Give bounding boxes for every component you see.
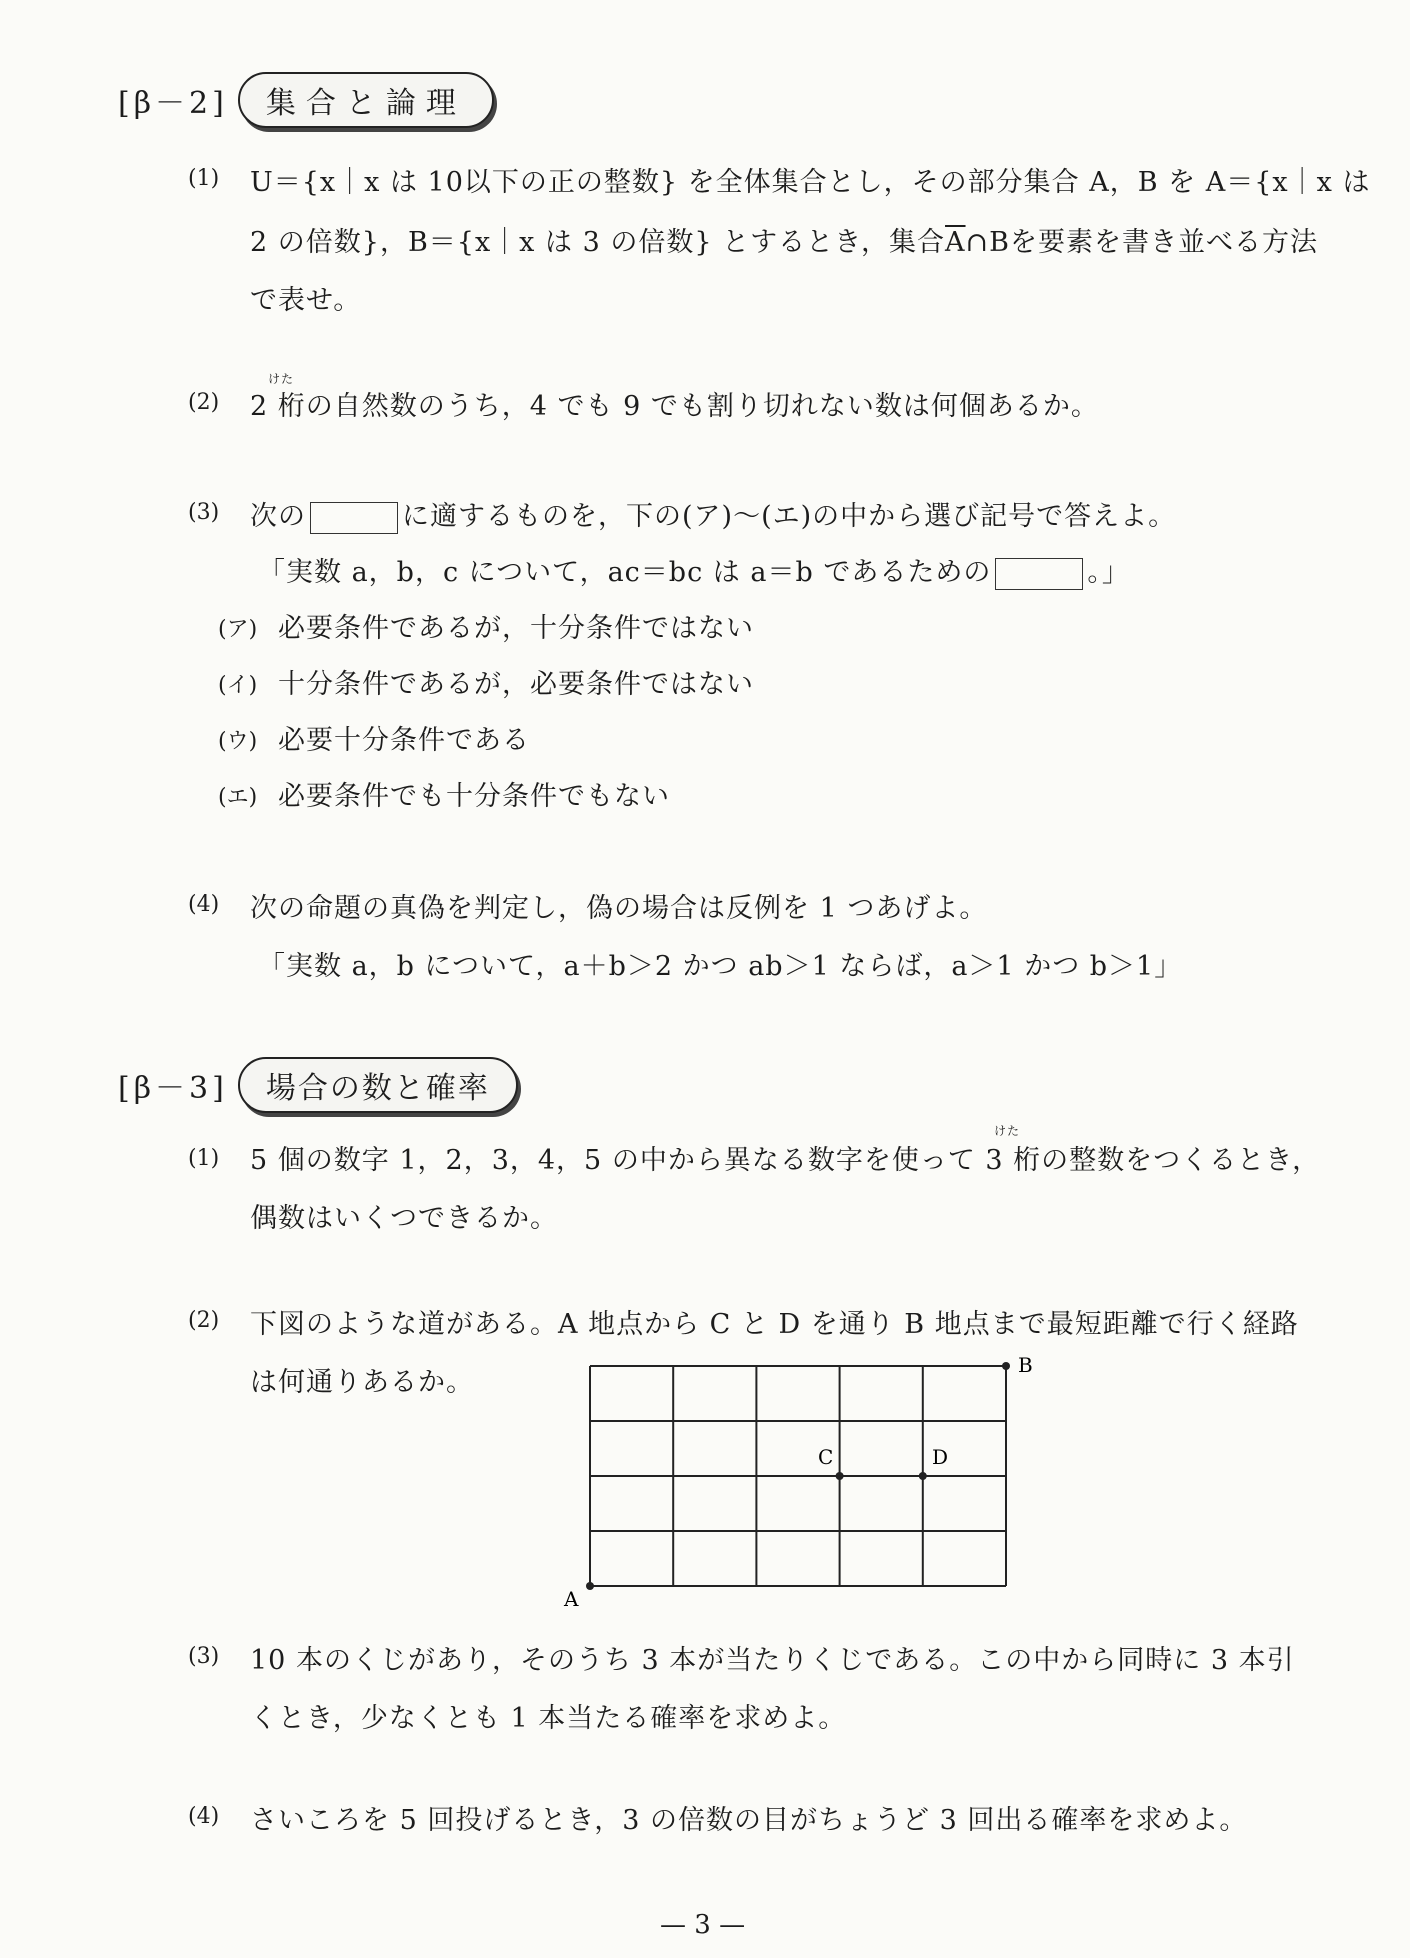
- section-code: [β－2]: [118, 86, 228, 121]
- text-segment: 。」: [1087, 557, 1130, 588]
- question-text-line: U＝{x｜x は 10以下の正の整数} を全体集合とし，その部分集合 A，B を A＝{x｜x は: [250, 167, 1371, 198]
- question-text-line: は何通りあるか。: [250, 1367, 474, 1398]
- question-number: (3): [188, 1644, 220, 1669]
- point-b: [1002, 1362, 1010, 1370]
- question-number: (1): [188, 1146, 220, 1171]
- option-label: (ア): [218, 617, 258, 642]
- text-segment: に適するものを，下の(ア)～(エ)の中から選び記号で答えよ。: [402, 501, 1177, 532]
- question-text-line: 2 桁の自然数のうち，4 でも 9 でも割り切れない数は何個あるか。: [250, 391, 1099, 422]
- furigana: けた: [268, 372, 295, 386]
- question-text-line: 「実数 a，b について，a＋b＞2 かつ ab＞1 ならば，a＞1 かつ b＞1」: [258, 951, 1183, 982]
- question-number: (2): [188, 1308, 220, 1333]
- label-c: C: [818, 1445, 834, 1469]
- question-text-line: 5 個の数字 1，2，3，4，5 の中から異なる数字を使って 3 桁の整数をつくるとき，: [250, 1145, 1321, 1176]
- text-segment: 2 の倍数}，B＝{x｜x は 3 の倍数} とするとき，集合: [250, 227, 946, 258]
- question-number: (3): [188, 500, 220, 525]
- furigana: けた: [994, 1124, 1021, 1138]
- option-text: 必要条件でも十分条件でもない: [278, 781, 670, 812]
- label-a: A: [564, 1587, 579, 1610]
- question-number: (1): [188, 166, 220, 191]
- option-text: 必要条件であるが，十分条件ではない: [278, 613, 754, 644]
- question-text-line: [250, 220, 1318, 259]
- section-header-combinatorics: [118, 1057, 518, 1113]
- label-b: B: [1018, 1353, 1033, 1377]
- option-label: (エ): [218, 785, 258, 810]
- question-number: (4): [188, 892, 220, 917]
- option-label: (イ): [218, 673, 258, 698]
- answer-blank: [310, 502, 398, 534]
- road-grid-diagram: [560, 1350, 1060, 1610]
- option-label: (ウ): [218, 729, 258, 754]
- text-segment: ∩Bを要素を書き並べる方法: [965, 227, 1318, 258]
- question-number: (4): [188, 1804, 220, 1829]
- question-text-line: 下図のような道がある。A 地点から C と D を通り B 地点まで最短距離で行く経路: [250, 1309, 1299, 1340]
- question-text-line: 10 本のくじがあり，そのうち 3 本が当たりくじである。この中から同時に 3 本引: [250, 1645, 1295, 1676]
- page-number: — 3 —: [660, 1910, 746, 1940]
- label-d: D: [932, 1445, 949, 1469]
- question-text-line: [258, 550, 1130, 590]
- answer-blank: [995, 558, 1083, 590]
- question-text-line: くとき，少なくとも 1 本当たる確率を求めよ。: [250, 1703, 847, 1734]
- complement-symbol: $\overline{A}$: [945, 227, 966, 258]
- point-a: [586, 1582, 594, 1590]
- text-segment: 「実数 a，b，c について，ac＝bc は a＝b であるための: [258, 557, 992, 588]
- question-text-line: [250, 494, 1176, 534]
- question-text-line: で表せ。: [250, 285, 362, 316]
- text-segment: 次の: [250, 501, 306, 532]
- option-text: 必要十分条件である: [278, 725, 530, 756]
- question-text-line: 偶数はいくつできるか。: [250, 1203, 558, 1234]
- question-number: (2): [188, 390, 220, 415]
- option-text: 十分条件であるが，必要条件ではない: [278, 669, 754, 700]
- section-title: 場合の数と確率: [238, 1057, 518, 1113]
- point-d: [919, 1472, 927, 1480]
- grid-lines: [590, 1366, 1006, 1586]
- section-code: [β－3]: [118, 1071, 228, 1106]
- point-c: [836, 1472, 844, 1480]
- section-title: 集合と論理: [238, 72, 494, 128]
- section-header-set-logic: [118, 72, 494, 128]
- question-text-line: 次の命題の真偽を判定し，偽の場合は反例を 1 つあげよ。: [250, 893, 988, 924]
- question-text-line: さいころを 5 回投げるとき，3 の倍数の目がちょうど 3 回出る確率を求めよ。: [250, 1805, 1248, 1836]
